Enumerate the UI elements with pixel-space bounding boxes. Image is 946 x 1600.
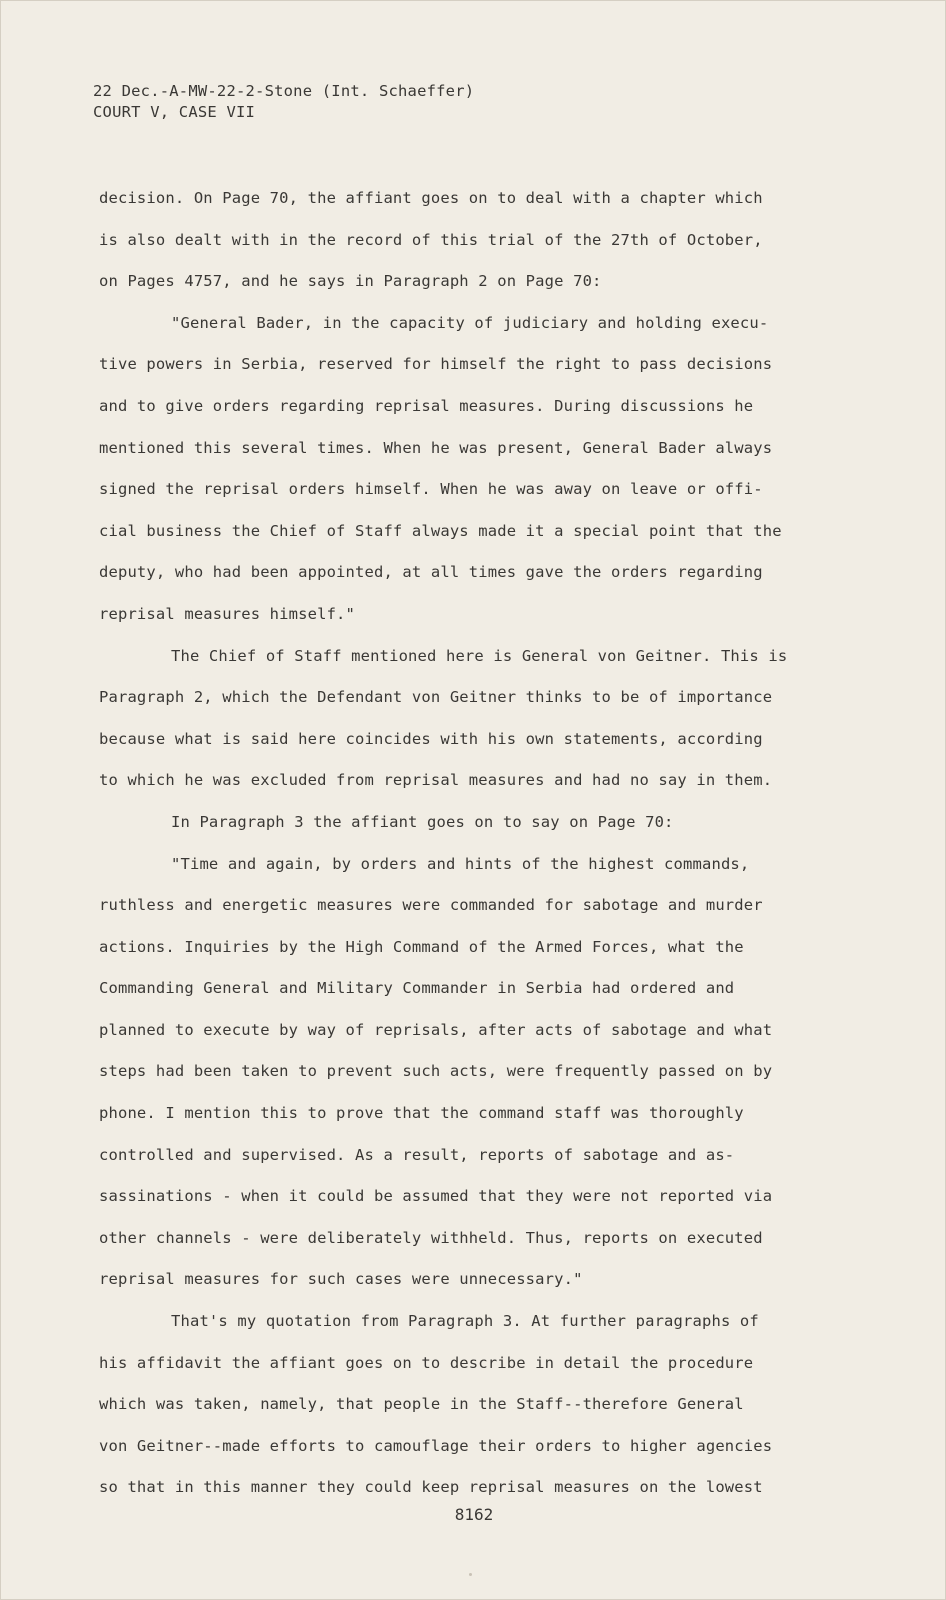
body-line: cial business the Chief of Staff always made it a special point that the <box>99 521 782 540</box>
body-line: actions. Inquiries by the High Command of the Armed Forces, what the <box>99 937 744 956</box>
body-line: "General Bader, in the capacity of judiciary and holding execu- <box>171 313 769 332</box>
document-header <box>93 81 474 123</box>
paper-mark <box>469 1573 472 1576</box>
body-line: signed the reprisal orders himself. When he was away on leave or offi- <box>99 480 763 499</box>
body-line: deputy, who had been appointed, at all times gave the orders regarding <box>99 563 763 582</box>
body-line: reprisal measures for such cases were unnecessary." <box>99 1270 583 1289</box>
header-session-line: 22 Dec.-A-MW-22-2-Stone (Int. Schaeffer) <box>93 82 475 100</box>
body-line: von Geitner--made efforts to camouflage their orders to higher agencies <box>99 1436 773 1455</box>
body-line: because what is said here coincides with his own statements, according <box>99 729 763 748</box>
body-line: so that in this manner they could keep reprisal measures on the lowest <box>99 1478 763 1497</box>
body-line: reprisal measures himself." <box>99 604 356 623</box>
body-line: controlled and supervised. As a result, reports of sabotage and as- <box>99 1145 735 1164</box>
body-line: The Chief of Staff mentioned here is General von Geitner. This is <box>171 646 788 665</box>
body-line: tive powers in Serbia, reserved for himself the right to pass decisions <box>99 355 773 374</box>
body-line: In Paragraph 3 the affiant goes on to say on Page 70: <box>171 812 674 831</box>
document-body <box>99 178 847 1509</box>
body-line: his affidavit the affiant goes on to describe in detail the procedure <box>99 1353 754 1372</box>
body-line: mentioned this several times. When he was present, General Bader always <box>99 438 773 457</box>
body-line: planned to execute by way of reprisals, after acts of sabotage and what <box>99 1020 773 1039</box>
body-line: steps had been taken to prevent such acts, were frequently passed on by <box>99 1062 773 1081</box>
body-line: is also dealt with in the record of this trial of the 27th of October, <box>99 230 763 249</box>
body-line: sassinations - when it could be assumed that they were not reported via <box>99 1187 773 1206</box>
body-line: That's my quotation from Paragraph 3. At further paragraphs of <box>171 1312 759 1331</box>
body-line: and to give orders regarding reprisal measures. During discussions he <box>99 396 754 415</box>
body-line: ruthless and energetic measures were commanded for sabotage and murder <box>99 896 763 915</box>
body-line: Paragraph 2, which the Defendant von Geitner thinks to be of importance <box>99 688 773 707</box>
body-line: to which he was excluded from reprisal measures and had no say in them. <box>99 771 773 790</box>
body-line: "Time and again, by orders and hints of the highest commands, <box>171 854 750 873</box>
page-number: 8162 <box>454 1505 494 1524</box>
body-line: phone. I mention this to prove that the command staff was thoroughly <box>99 1104 744 1123</box>
body-line: which was taken, namely, that people in the Staff--therefore General <box>99 1395 744 1414</box>
header-court-line: COURT V, CASE VII <box>93 103 256 121</box>
body-line: on Pages 4757, and he says in Paragraph 2 on Page 70: <box>99 272 602 291</box>
body-line: decision. On Page 70, the affiant goes on to deal with a chapter which <box>99 189 763 207</box>
body-line: other channels - were deliberately withheld. Thus, reports on executed <box>99 1228 763 1247</box>
body-line: Commanding General and Military Commander in Serbia had ordered and <box>99 979 735 998</box>
